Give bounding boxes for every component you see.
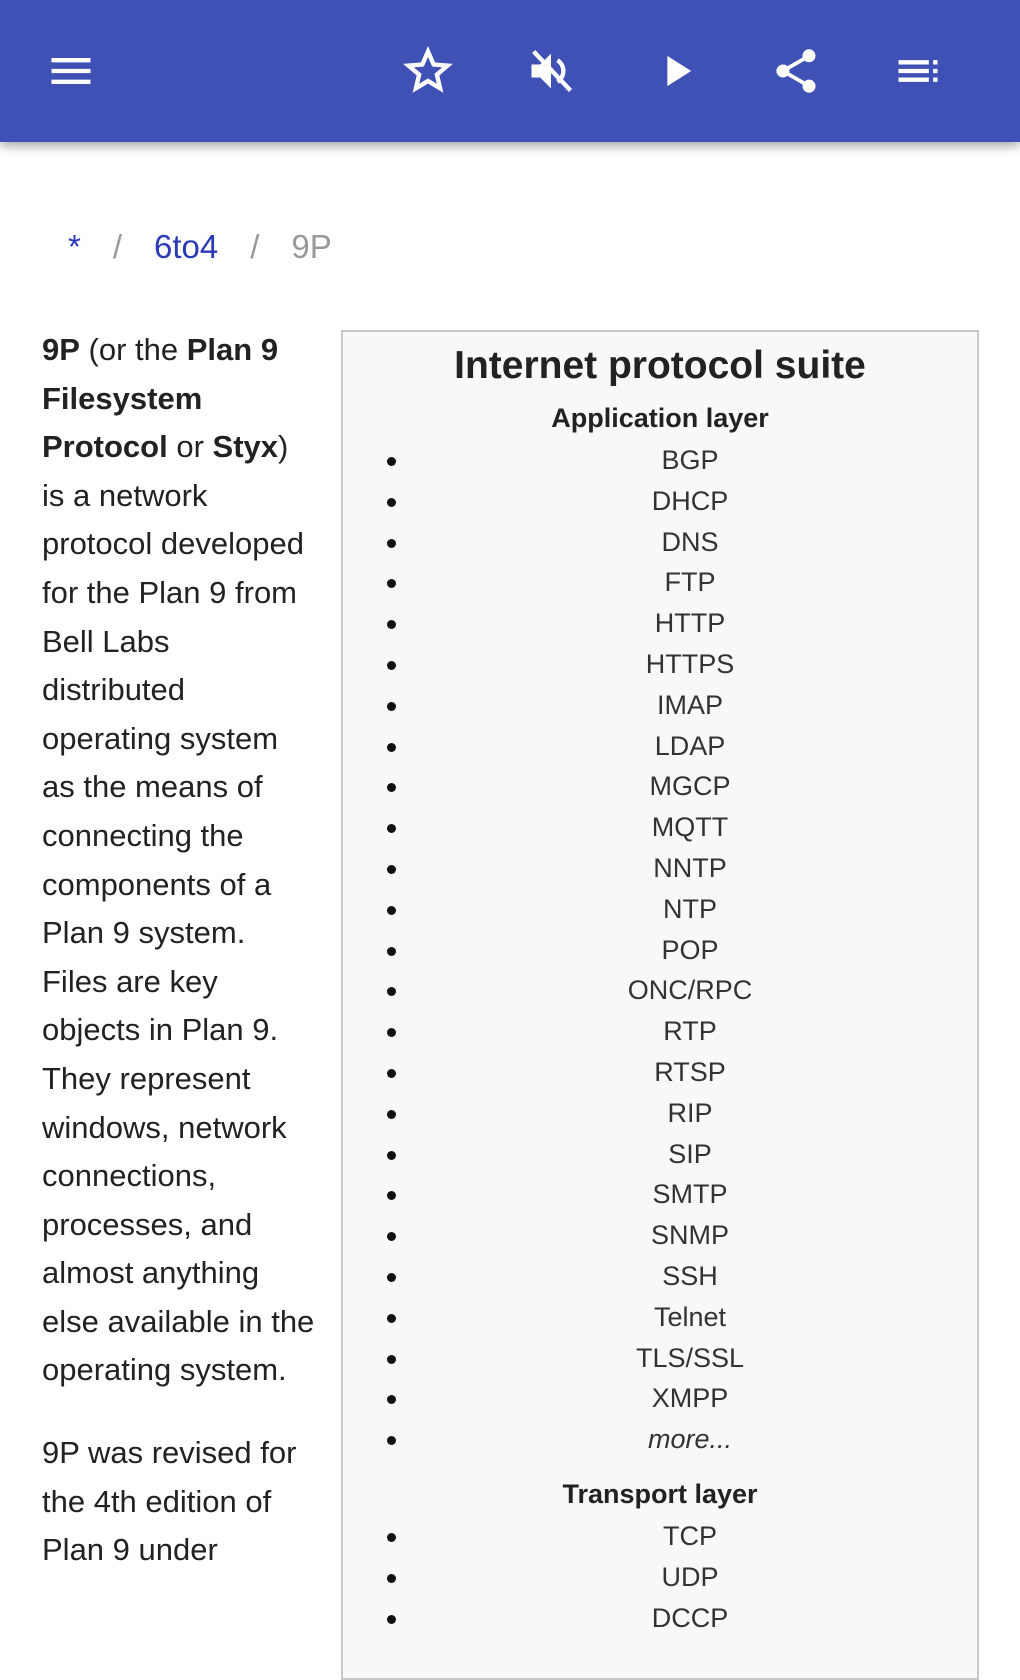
term: 9P [42, 332, 80, 367]
protocol-link[interactable]: UDP [343, 1557, 977, 1598]
breadcrumb-separator: / [250, 228, 260, 265]
breadcrumb-separator: / [112, 228, 123, 265]
protocol-link[interactable]: TCP [343, 1516, 977, 1557]
transport-protocol-list [343, 1516, 977, 1638]
protocol-link[interactable]: SSH [343, 1256, 977, 1297]
protocol-link[interactable]: LDAP [343, 726, 977, 767]
text: ) is a network protocol developed for the Plan 9 from Bell Labs distributed operating system as the means of connecting the components of a Plan 9 system. Files are key objects in Plan 9. They represent windows, network connections, processes, and almost anything else available in the operating system. [42, 429, 315, 1388]
breadcrumb-parent-link[interactable]: 6to4 [154, 228, 219, 265]
protocol-link[interactable]: Telnet [343, 1297, 977, 1338]
protocol-link[interactable]: NTP [343, 889, 977, 930]
protocol-link[interactable]: FTP [343, 562, 977, 603]
text: (or the [79, 332, 187, 367]
protocol-link[interactable]: MQTT [343, 807, 977, 848]
section-heading: Application layer [551, 403, 769, 433]
share-icon[interactable] [768, 43, 824, 99]
protocol-link[interactable]: NNTP [343, 848, 977, 889]
protocol-link[interactable]: DHCP [343, 481, 977, 522]
protocol-link[interactable]: DNS [343, 522, 977, 563]
protocol-link[interactable]: RTP [343, 1011, 977, 1052]
protocol-link[interactable]: RIP [343, 1093, 977, 1134]
article-paragraph: 9P was revised for the 4th edition of Plan 9 under [42, 1435, 297, 1568]
protocol-link[interactable]: TLS/SSL [343, 1338, 977, 1379]
protocol-link[interactable]: SMTP [343, 1174, 977, 1215]
protocol-link[interactable]: ONC/RPC [343, 970, 977, 1011]
breadcrumb-root-link[interactable]: * [68, 228, 81, 265]
protocol-link[interactable]: HTTPS [343, 644, 977, 685]
term: Plan 9 Filesystem Protocol [42, 332, 279, 465]
more-link[interactable]: more... [343, 1419, 977, 1460]
protocol-link[interactable]: DCCP [343, 1598, 977, 1639]
protocol-link[interactable]: XMPP [343, 1378, 977, 1419]
infobox [341, 330, 979, 1680]
article-body [42, 326, 317, 1609]
application-protocol-list [343, 440, 977, 1460]
app-toolbar [0, 0, 1020, 142]
star-icon[interactable] [400, 43, 456, 99]
menu-icon[interactable] [43, 43, 99, 99]
volume-off-icon[interactable] [523, 43, 579, 99]
play-icon[interactable] [648, 43, 704, 99]
breadcrumb-current: 9P [291, 228, 332, 265]
protocol-link[interactable]: MGCP [343, 766, 977, 807]
text: or [167, 429, 213, 465]
term: Styx [212, 429, 279, 465]
article-paragraph [42, 326, 317, 1395]
breadcrumb [68, 228, 332, 266]
protocol-link[interactable]: SIP [343, 1134, 977, 1175]
protocol-link[interactable]: BGP [343, 440, 977, 481]
protocol-link[interactable]: SNMP [343, 1215, 977, 1256]
section-heading: Transport layer [562, 1478, 758, 1509]
infobox-title: Internet protocol suite [454, 344, 866, 387]
protocol-link[interactable]: POP [343, 930, 977, 971]
toc-icon[interactable] [890, 43, 946, 99]
protocol-link[interactable]: IMAP [343, 685, 977, 726]
protocol-link[interactable]: RTSP [343, 1052, 977, 1093]
protocol-link[interactable]: HTTP [343, 603, 977, 644]
